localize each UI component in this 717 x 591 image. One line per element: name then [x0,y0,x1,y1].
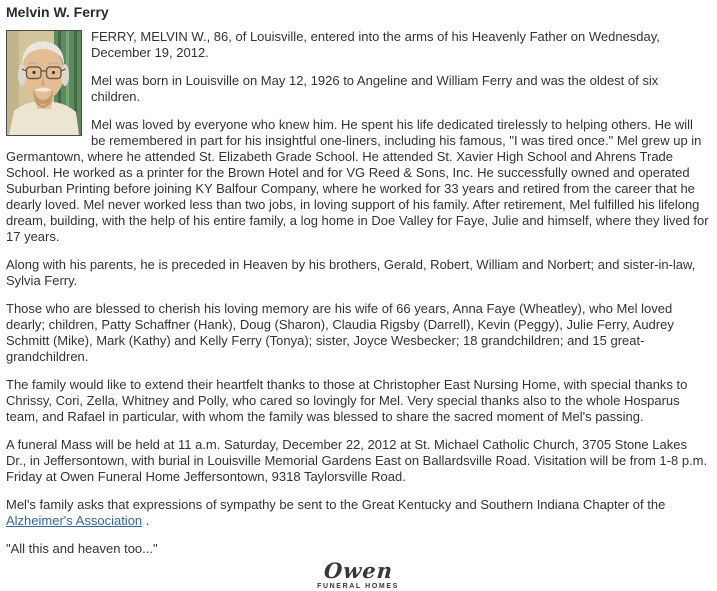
sympathy-text-before: Mel's family asks that expressions of sympathy be sent to the Great Kentucky and Southern Indiana Chapter of the [6,497,666,512]
obituary-paragraph-birth: Mel was born in Louisville on May 12, 1926 to Angeline and William Ferry and was the oldest of six children. [91,73,659,104]
logo-subtitle: FUNERAL HOMES [317,583,399,590]
closing-quote: "All this and heaven too..." [6,541,158,556]
obituary-paragraph-services: A funeral Mass will be held at 11 a.m. Saturday, December 22, 2012 at St. Michael Catholic Church, 3705 Stone Lakes Dr., in Jeffersontown, with burial in Louisville Memorial Gardens East on Ballardsville Road. Visitation will be from 1-8 p.m. Friday at Owen Funeral Home Jeffersontown, 9318 Taylorsville Road. [6,437,708,484]
obituary-paragraph-announcement: FERRY, MELVIN W., 86, of Louisville, entered into the arms of his Heavenly Father on Wednesday, December 19, 2012. [91,29,660,60]
owen-funeral-homes-logo [6,558,710,591]
obituary-paragraph-sympathy [6,497,710,529]
obituary-paragraph-thanks: The family would like to extend their heartfelt thanks to those at Christopher East Nursing Home, with special thanks to Chrissy, Cori, Zella, Whitney and Polly, who cared so lovingly for Mel. Very special thanks also to the whole Hosparus team, and Rafael in particular, with whom the family was blessed to share the sacred moment of Mel's passing. [6,377,688,424]
page-title: Melvin W. Ferry [6,4,109,20]
alzheimers-association-link[interactable]: Alzheimer's Association [6,513,143,528]
obituary-paragraph-life-story: Mel was loved by everyone who knew him. He spent his life dedicated tirelessly to helping others. He will be remembered in part for his insightful one-liners, including his famous, "I was tired once." Mel grew up in Germantown, where he attended St. Elizabeth Grade School. He attended St. Xavier High School and Ahrens Trade School. He worked as a printer for the Brown Hotel and for VG Reed & Sons, Inc. He successfully owned and operated Suburban Printing before joining KY Balfour Company, where he worked for 33 years and retired from the career that he dearly loved. Mel never worked less than two jobs, in loving support of his family. After retirement, Mel fulfilled his lifelong dream, building, with the help of his entire family, a log home in Doe Valley for Faye, Julie and himself, where they lived for 17 years. [6,117,709,244]
obituary-paragraph-preceded: Along with his parents, he is preceded in Heaven by his brothers, Gerald, Robert, William and Norbert; and sister-in-law, Sylvia Ferry. [6,257,696,288]
portrait-photo-illustration [7,31,81,135]
logo-wordmark: Owen [322,558,394,583]
obituary-paragraph-survivors: Those who are blessed to cherish his loving memory are his wife of 66 years, Anna Faye (Wheatley), who Mel loved dearly; children, Patty Schaffner (Hank), Doug (Sharon), Claudia Rigsby (Darrell), Kevin (Peggy), Julie Ferry, Audrey Schmitt (Mike), Mark (Kathy) and Kelly Ferry (Tonya); sister, Joyce Wesbecker; 18 grandchildren; and 15 great-grandchildren. [6,301,674,364]
sympathy-text-after: . [142,513,150,528]
portrait-photo [6,30,82,136]
